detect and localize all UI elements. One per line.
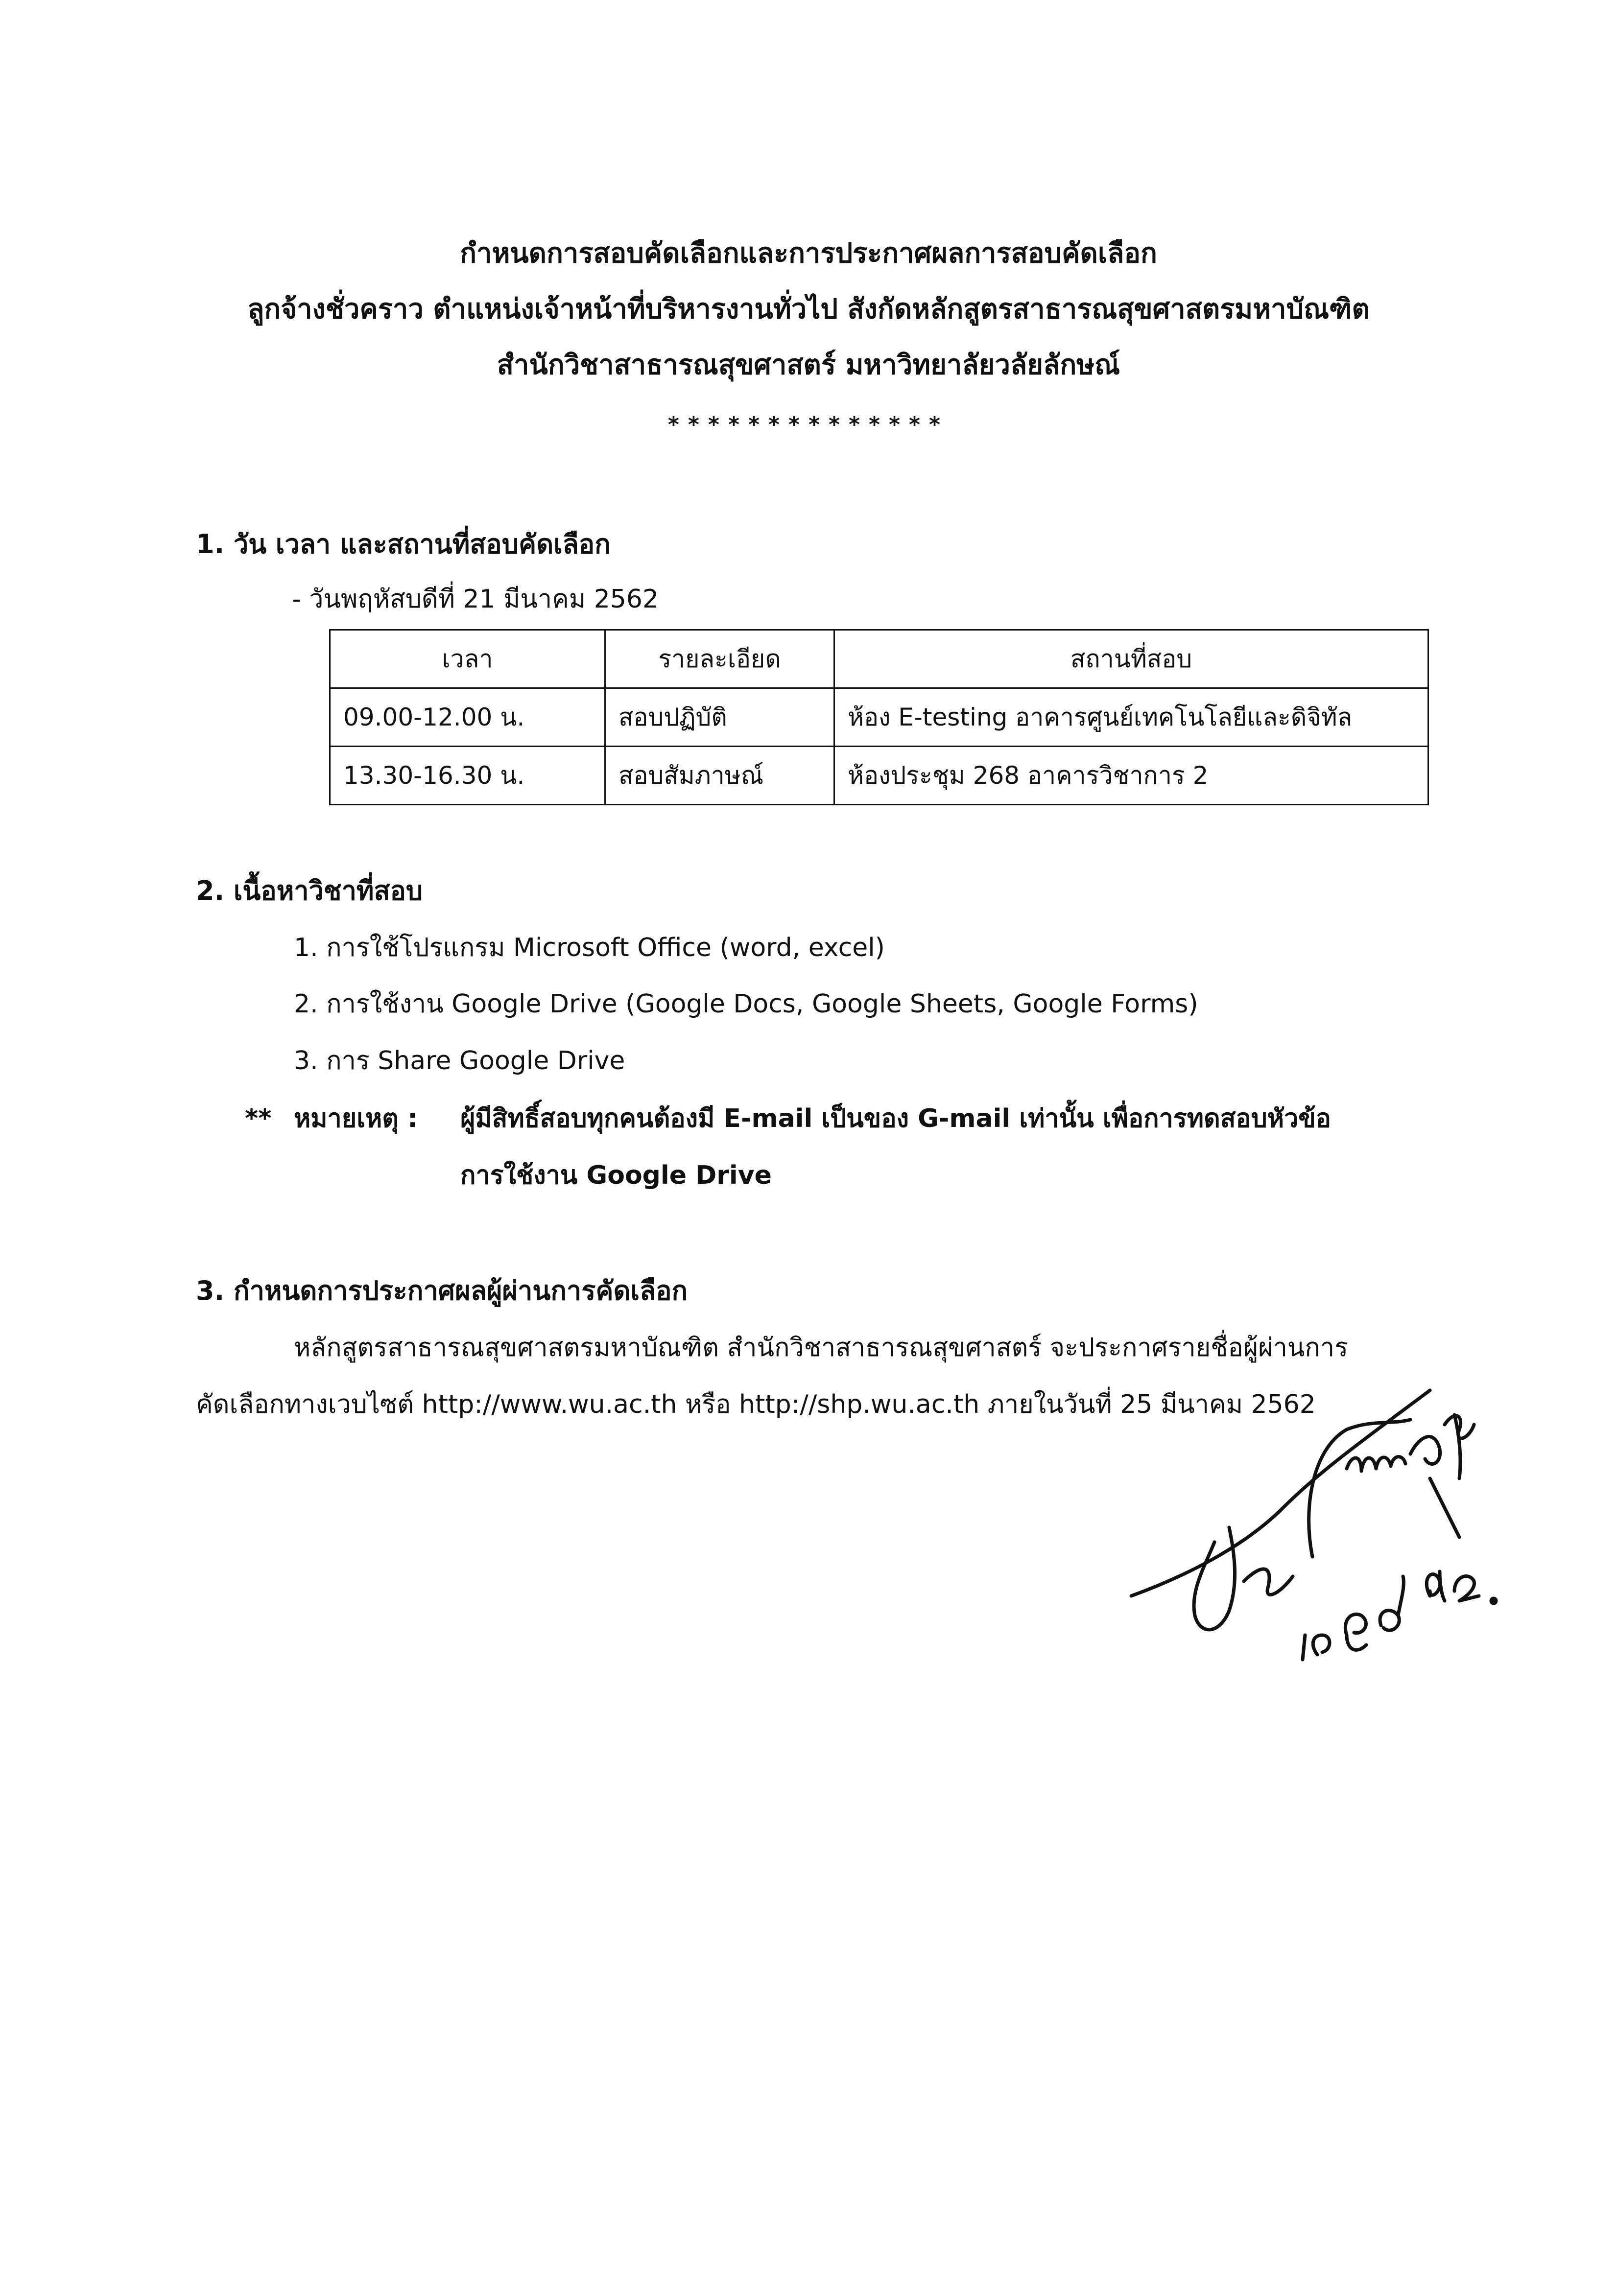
section2-item: 2. การใช้งาน Google Drive (Google Docs, Google Sheets, Google Forms): [294, 989, 1198, 1019]
section1-date: - วันพฤหัสบดีที่ 21 มีนาคม 2562: [292, 585, 659, 614]
note-label: หมายเหตุ :: [294, 1104, 418, 1133]
table-cell-location: ห้อง E-testing อาคารศูนย์เทคโนโลยีและดิจิทัล: [834, 688, 1428, 747]
table-header-row: [330, 630, 1428, 688]
section3-line-2: คัดเลือกทางเวบไซต์ http://www.wu.ac.th หรือ http://shp.wu.ac.th ภายในวันที่ 25 มีนาคม 2562: [196, 1390, 1316, 1419]
header-stars: **************: [667, 412, 950, 437]
table-row: [330, 747, 1428, 805]
section3-title: 3. กำหนดการประกาศผลผู้ผ่านการคัดเลือก: [196, 1275, 688, 1306]
header-line-1: กำหนดการสอบคัดเลือกและการประกาศผลการสอบคัดเลือก: [460, 237, 1157, 269]
note-line-2: การใช้งาน Google Drive: [460, 1161, 772, 1190]
header-line-3: สำนักวิชาสาธารณสุขศาสตร์ มหาวิทยาลัยวลัยลักษณ์: [497, 349, 1120, 381]
section3-line-1: หลักสูตรสาธารณสุขศาสตรมหาบัณฑิต สำนักวิชาสาธารณสุขศาสตร์ จะประกาศรายชื่อผู้ผ่านการ: [294, 1333, 1349, 1362]
section2-item: 1. การใช้โปรแกรม Microsoft Office (word, excel): [294, 933, 885, 962]
table-header-cell: รายละเอียด: [605, 630, 834, 688]
header-line-2: ลูกจ้างชั่วคราว ตำแหน่งเจ้าหน้าที่บริหารงานทั่วไป สังกัดหลักสูตรสาธารณสุขศาสตรมหาบัณฑิต: [247, 293, 1370, 325]
table-cell-time: 09.00-12.00 น.: [330, 688, 605, 747]
table-cell-time: 13.30-16.30 น.: [330, 747, 605, 805]
exam-schedule-table: [329, 629, 1429, 805]
table-cell-location: ห้องประชุม 268 อาคารวิชาการ 2: [834, 747, 1428, 805]
table-cell-detail: สอบสัมภาษณ์: [605, 747, 834, 805]
handwritten-signature: [1117, 1381, 1508, 1694]
note-line-1: ผู้มีสิทธิ์สอบทุกคนต้องมี E-mail เป็นของ G-mail เท่านั้น เพื่อการทดสอบหัวข้อ: [460, 1104, 1331, 1133]
note-marker: **: [245, 1104, 272, 1133]
section2-item: 3. การ Share Google Drive: [294, 1046, 625, 1076]
table-row: [330, 688, 1428, 747]
table-header-cell: สถานที่สอบ: [834, 630, 1428, 688]
section2-title: 2. เนื้อหาวิชาที่สอบ: [196, 875, 423, 906]
table-cell-detail: สอบปฏิบัติ: [605, 688, 834, 747]
table-header-cell: เวลา: [330, 630, 605, 688]
section1-title: 1. วัน เวลา และสถานที่สอบคัดเลือก: [196, 529, 611, 560]
